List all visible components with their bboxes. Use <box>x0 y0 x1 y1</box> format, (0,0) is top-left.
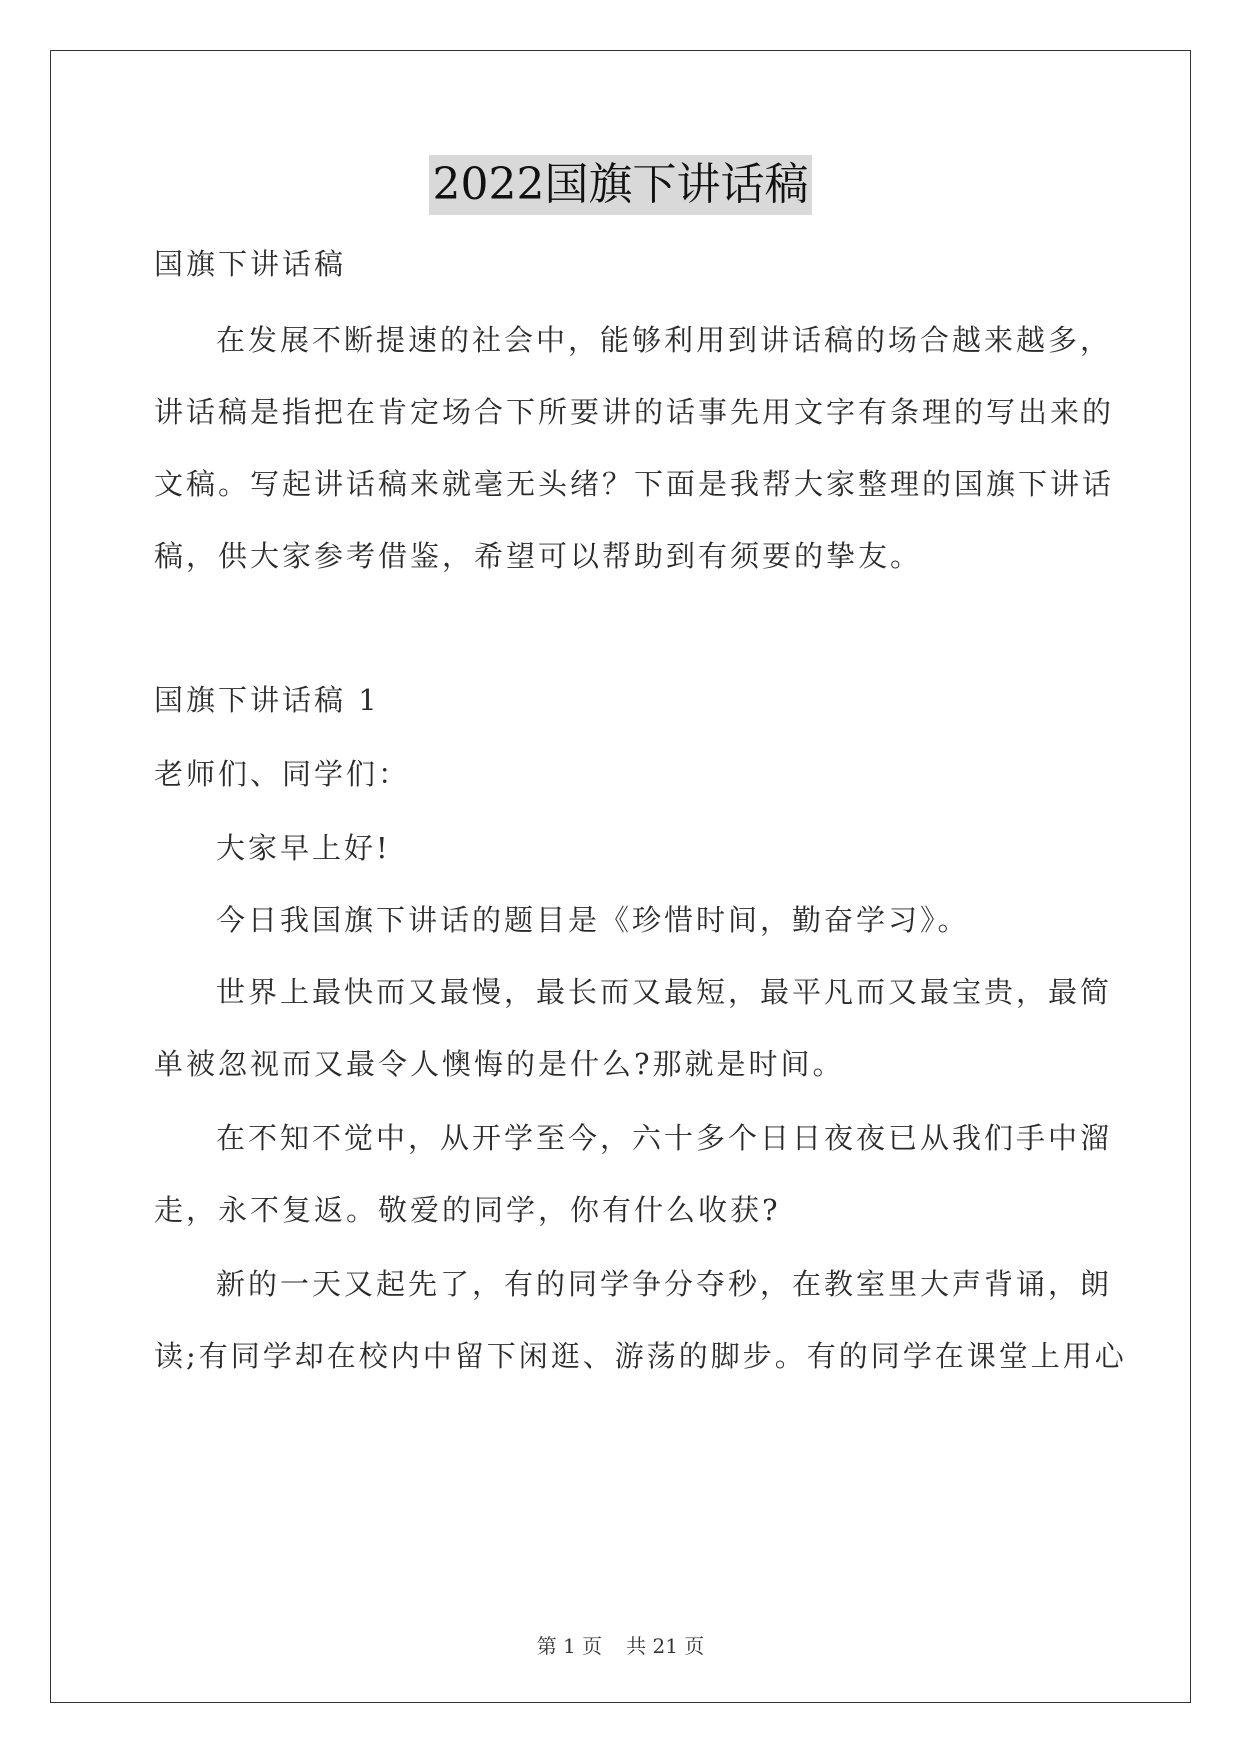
title-container <box>0 155 1241 215</box>
paragraph-2-line-2: 走，永不复返。敬爱的同学，你有什么收获? <box>154 1193 781 1227</box>
page-number: 第 1 页 <box>536 1634 603 1658</box>
intro-line-4: 稿，供大家参考借鉴，希望可以帮助到有须要的挚友。 <box>154 539 923 573</box>
paragraph-1-line-1: 世界上最快而又最慢，最长而又最短，最平凡而又最宝贵，最简 <box>216 975 1113 1009</box>
intro-line-1: 在发展不断提速的社会中，能够利用到讲话稿的场合越来越多， <box>216 323 1113 357</box>
document-subtitle: 国旗下讲话稿 <box>154 247 347 281</box>
page-footer <box>0 1630 1241 1659</box>
page-total: 共 21 页 <box>626 1634 705 1658</box>
paragraph-1-line-2: 单被忽视而又最令人懊悔的是什么?那就是时间。 <box>154 1047 845 1081</box>
paragraph-2-line-1: 在不知不觉中，从开学至今，六十多个日日夜夜已从我们手中溜 <box>216 1121 1113 1155</box>
paragraph-3-line-2: 读;有同学却在校内中留下闲逛、游荡的脚步。有的同学在课堂上用心 <box>154 1339 1127 1373</box>
paragraph-3-line-1: 新的一天又起先了，有的同学争分夺秒，在教室里大声背诵，朗 <box>216 1267 1113 1301</box>
section-heading: 国旗下讲话稿 1 <box>154 683 380 717</box>
salutation: 老师们、同学们： <box>154 757 411 791</box>
intro-line-3: 文稿。写起讲话稿来就毫无头绪？下面是我帮大家整理的国旗下讲话 <box>154 467 1115 501</box>
document-title: 2022国旗下讲话稿 <box>429 155 813 215</box>
topic-line: 今日我国旗下讲话的题目是《珍惜时间，勤奋学习》。 <box>216 903 970 937</box>
page-border <box>50 50 1191 1703</box>
greeting: 大家早上好! <box>216 831 391 865</box>
intro-line-2: 讲话稿是指把在肯定场合下所要讲的话事先用文字有条理的写出来的 <box>154 395 1115 429</box>
